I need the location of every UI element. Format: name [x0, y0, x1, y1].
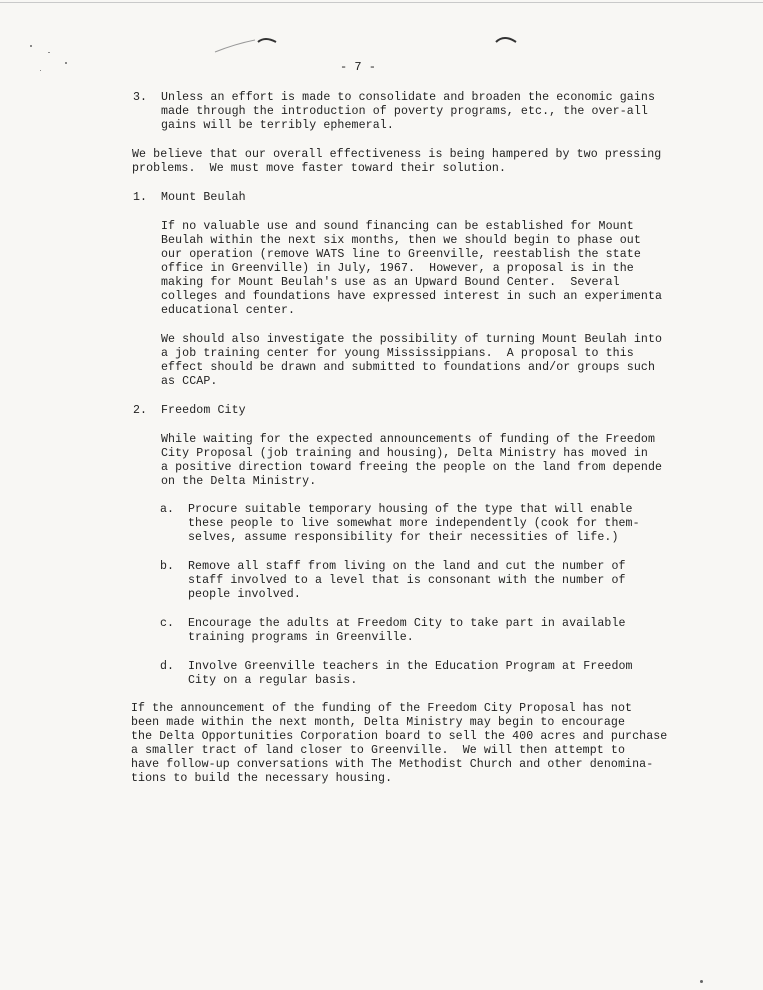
closing-line: been made within the next month, Delta Ministry may begin to encourage — [131, 716, 626, 729]
subitem-line: Remove all staff from living on the land and cut the number of — [188, 560, 626, 573]
subitem-line: selves, assume responsibility for their necessities of life.) — [188, 531, 619, 544]
mount-beulah-line: colleges and foundations have expressed interest in such an experimenta — [161, 290, 663, 303]
subitem-marker: c. — [160, 617, 175, 630]
subitem-line: Involve Greenville teachers in the Education Program at Freedom — [188, 660, 633, 673]
freedom-city-line: a positive direction toward freeing the people on the land from depende — [161, 461, 663, 474]
subitem-marker: a. — [160, 503, 175, 516]
pen-mark — [210, 30, 280, 60]
subitem-line: staff involved to a level that is consonant with the number of — [188, 574, 626, 587]
freedom-city-line: While waiting for the expected announcements of funding of the Freedom — [161, 433, 656, 446]
subitem-line: City on a regular basis. — [188, 674, 358, 687]
freedom-city-line: on the Delta Ministry. — [161, 475, 317, 488]
closing-line: have follow-up conversations with The Methodist Church and other denomina- — [131, 758, 654, 771]
mount-beulah-line: If no valuable use and sound financing can be established for Mount — [161, 220, 634, 233]
section-heading: Mount Beulah — [161, 191, 246, 204]
closing-line: a smaller tract of land closer to Greenville. We will then attempt to — [131, 744, 626, 757]
subitem-line: training programs in Greenville. — [188, 631, 414, 644]
section-heading: Freedom City — [161, 404, 246, 417]
subitem-line: Procure suitable temporary housing of the type that will enable — [188, 503, 633, 516]
scan-speck — [65, 62, 67, 64]
mount-beulah-line: making for Mount Beulah's use as an Upward Bound Center. Several — [161, 276, 620, 289]
subitem-line: these people to live somewhat more independently (cook for them- — [188, 517, 640, 530]
item-marker: 3. — [133, 91, 148, 104]
mount-beulah-line: a job training center for young Mississippians. A proposal to this — [161, 347, 634, 360]
pen-mark — [494, 34, 520, 48]
scan-speck — [700, 980, 703, 983]
mount-beulah-line: office in Greenville) in July, 1967. However, a proposal is in the — [161, 262, 634, 275]
scan-edge-line — [0, 2, 763, 3]
subitem-line: Encourage the adults at Freedom City to take part in available — [188, 617, 626, 630]
mount-beulah-line: Beulah within the next six months, then we should begin to phase out — [161, 234, 641, 247]
subitem-marker: b. — [160, 560, 175, 573]
page-number: - 7 - — [340, 60, 377, 74]
item3-line: Unless an effort is made to consolidate and broaden the economic gains — [161, 91, 656, 104]
scan-speck — [30, 45, 32, 47]
intro-line: problems. We must move faster toward their solution. — [132, 162, 507, 175]
closing-line: the Delta Opportunities Corporation board to sell the 400 acres and purchase — [131, 730, 668, 743]
closing-line: tions to build the necessary housing. — [131, 772, 393, 785]
section-marker: 1. — [133, 191, 148, 204]
freedom-city-line: City Proposal (job training and housing), Delta Ministry has moved in — [161, 447, 648, 460]
subitem-marker: d. — [160, 660, 175, 673]
mount-beulah-line: We should also investigate the possibility of turning Mount Beulah into — [161, 333, 663, 346]
intro-line: We believe that our overall effectiveness is being hampered by two pressing — [132, 148, 662, 161]
closing-line: If the announcement of the funding of the Freedom City Proposal has not — [131, 702, 633, 715]
scan-speck — [40, 70, 41, 71]
item3-line: gains will be terribly ephemeral. — [161, 119, 394, 132]
scan-speck — [48, 52, 50, 53]
mount-beulah-line: effect should be drawn and submitted to foundations and/or groups such — [161, 361, 656, 374]
mount-beulah-line: our operation (remove WATS line to Greenville, reestablish the state — [161, 248, 641, 261]
section-marker: 2. — [133, 404, 148, 417]
mount-beulah-line: educational center. — [161, 304, 296, 317]
subitem-line: people involved. — [188, 588, 301, 601]
mount-beulah-line: as CCAP. — [161, 375, 218, 388]
item3-line: made through the introduction of poverty programs, etc., the over-all — [161, 105, 648, 118]
